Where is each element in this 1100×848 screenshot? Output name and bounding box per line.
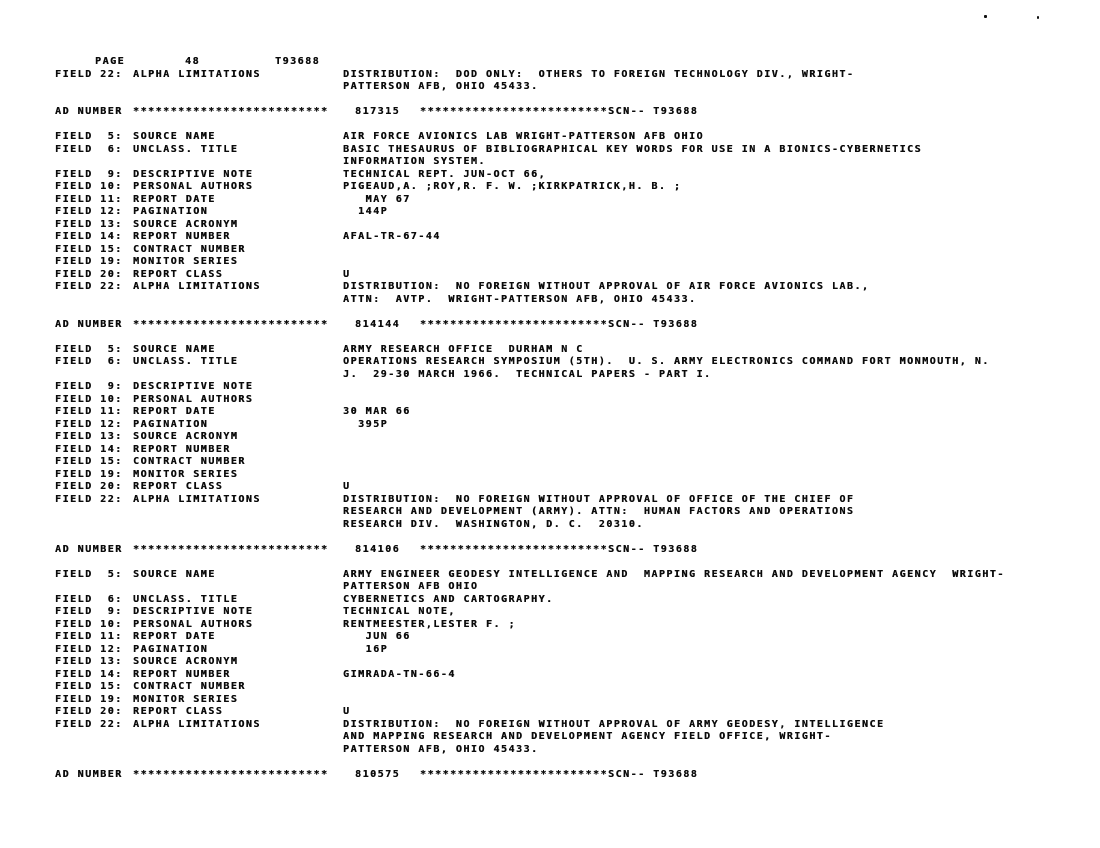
field-value: U	[343, 481, 351, 492]
field-name: REPORT DATE	[133, 631, 216, 642]
field-value: 395P	[343, 418, 389, 430]
field-row	[55, 356, 1094, 369]
field-label: FIELD 14:	[55, 231, 123, 242]
field-label: FIELD 12:	[55, 206, 123, 217]
blank-line	[55, 531, 1094, 544]
ad-number-row	[55, 769, 1094, 782]
field-value: TECHNICAL REPT. JUN-OCT 66,	[343, 168, 547, 180]
field-label: FIELD 12:	[55, 643, 123, 655]
field-row	[55, 656, 1094, 669]
doc-id: T93688	[275, 56, 321, 67]
blank-line	[55, 119, 1094, 132]
field-label: FIELD 19:	[55, 693, 123, 705]
field-row	[55, 431, 1094, 444]
field-name: UNCLASS. TITLE	[133, 593, 239, 605]
field-row	[55, 194, 1094, 207]
field-value: ARMY RESEARCH OFFICE DURHAM N C	[343, 343, 584, 355]
field-value: U	[343, 268, 351, 280]
field-continuation-row	[55, 156, 1094, 169]
field-continuation-row	[55, 744, 1094, 757]
field-value: 30 MAR 66	[343, 406, 411, 417]
field-row	[55, 594, 1094, 607]
field-value: RENTMEESTER,LESTER F. ;	[343, 618, 516, 630]
field-value: INFORMATION SYSTEM.	[343, 156, 486, 167]
field-label: FIELD 10:	[55, 618, 123, 630]
field-continuation-row	[55, 506, 1094, 519]
field-row	[55, 394, 1094, 407]
field-name: REPORT CLASS	[133, 268, 224, 280]
field-label: FIELD 19:	[55, 468, 123, 480]
field-value: CYBERNETICS AND CARTOGRAPHY.	[343, 593, 554, 605]
field-label: FIELD 6:	[55, 356, 123, 367]
field-label: FIELD 5:	[55, 568, 123, 580]
field-label: FIELD 20:	[55, 481, 123, 492]
blank-line	[55, 94, 1094, 107]
field-value: 144P	[343, 206, 389, 217]
field-continuation-row	[55, 294, 1094, 307]
field-label: FIELD 22:	[55, 68, 123, 80]
field-name: SOURCE NAME	[133, 568, 216, 580]
field-label: FIELD 22:	[55, 281, 123, 292]
field-label: FIELD 10:	[55, 181, 123, 192]
field-value: JUN 66	[343, 631, 411, 642]
star-separator-scn: *************************SCN-- T93688	[420, 318, 699, 330]
ad-number-row	[55, 544, 1094, 557]
blank-line	[55, 306, 1094, 319]
ad-number-value: 810575	[355, 768, 401, 780]
field-row	[55, 219, 1094, 232]
ad-number-value: 817315	[355, 106, 401, 117]
star-separator: **************************	[133, 106, 329, 117]
field-name: ALPHA LIMITATIONS	[133, 68, 261, 80]
field-label: FIELD 9:	[55, 381, 123, 392]
field-label: FIELD 9:	[55, 168, 123, 180]
field-row	[55, 244, 1094, 257]
blank-line	[55, 556, 1094, 569]
field-label: FIELD 11:	[55, 406, 123, 417]
field-row	[55, 269, 1094, 282]
field-label: FIELD 9:	[55, 606, 123, 617]
field-label: FIELD 19:	[55, 256, 123, 267]
field-name: CONTRACT NUMBER	[133, 681, 246, 692]
ad-number-value: 814144	[355, 318, 401, 330]
blank-line	[55, 756, 1094, 769]
field-label: FIELD 14:	[55, 443, 123, 455]
field-name: PERSONAL AUTHORS	[133, 181, 254, 192]
page-header	[55, 56, 1094, 69]
field-label: FIELD 22:	[55, 718, 123, 730]
ad-number-label: AD NUMBER	[55, 768, 123, 780]
field-value: U	[343, 706, 351, 717]
field-row	[55, 281, 1094, 294]
star-separator: **************************	[133, 543, 329, 555]
field-label: FIELD 20:	[55, 706, 123, 717]
field-value: ARMY ENGINEER GEODESY INTELLIGENCE AND MAPPING RESEARCH AND DEVELOPMENT AGENCY WRIGHT-	[343, 568, 1005, 580]
report-text-block	[55, 56, 1094, 781]
field-label: FIELD 13:	[55, 431, 123, 442]
field-value: DISTRIBUTION: NO FOREIGN WITHOUT APPROVAL OF OFFICE OF THE CHIEF OF	[343, 493, 855, 505]
field-name: ALPHA LIMITATIONS	[133, 493, 261, 505]
blank-line	[55, 331, 1094, 344]
field-value: TECHNICAL NOTE,	[343, 606, 456, 617]
ad-number-value: 814106	[355, 543, 401, 555]
field-row	[55, 706, 1094, 719]
field-value: RESEARCH AND DEVELOPMENT (ARMY). ATTN: HUMAN FACTORS AND OPERATIONS	[343, 506, 855, 517]
field-value: PIGEAUD,A. ;ROY,R. F. W. ;KIRKPATRICK,H. B. ;	[343, 181, 682, 192]
scan-artifact-dot	[1037, 16, 1039, 19]
field-continuation-row	[55, 369, 1094, 382]
field-value: ATTN: AVTP. WRIGHT-PATTERSON AFB, OHIO 45433.	[343, 293, 697, 305]
field-label: FIELD 20:	[55, 268, 123, 280]
field-row	[55, 419, 1094, 432]
field-name: PAGINATION	[133, 643, 209, 655]
field-name: SOURCE ACRONYM	[133, 431, 239, 442]
field-continuation-row	[55, 581, 1094, 594]
field-row	[55, 344, 1094, 357]
field-continuation-row	[55, 731, 1094, 744]
field-name: ALPHA LIMITATIONS	[133, 718, 261, 730]
star-separator: **************************	[133, 768, 329, 780]
field-name: PAGINATION	[133, 418, 209, 430]
field-label: FIELD 13:	[55, 218, 123, 230]
field-name: UNCLASS. TITLE	[133, 356, 239, 367]
field-row	[55, 681, 1094, 694]
field-name: REPORT DATE	[133, 406, 216, 417]
field-value: DISTRIBUTION: NO FOREIGN WITHOUT APPROVAL OF AIR FORCE AVIONICS LAB.,	[343, 281, 870, 292]
field-row	[55, 469, 1094, 482]
field-row	[55, 569, 1094, 582]
field-label: FIELD 6:	[55, 593, 123, 605]
field-row	[55, 631, 1094, 644]
star-separator-scn: *************************SCN-- T93688	[420, 106, 699, 117]
field-name: CONTRACT NUMBER	[133, 243, 246, 255]
field-continuation-row	[55, 519, 1094, 532]
field-name: SOURCE NAME	[133, 343, 216, 355]
field-value: PATTERSON AFB, OHIO 45433.	[343, 743, 539, 755]
ad-number-label: AD NUMBER	[55, 106, 123, 117]
field-name: PERSONAL AUTHORS	[133, 618, 254, 630]
field-row	[55, 206, 1094, 219]
field-name: REPORT CLASS	[133, 481, 224, 492]
field-name: MONITOR SERIES	[133, 256, 239, 267]
field-label: FIELD 11:	[55, 631, 123, 642]
ad-number-label: AD NUMBER	[55, 543, 123, 555]
field-name: REPORT NUMBER	[133, 668, 231, 680]
field-name: REPORT NUMBER	[133, 443, 231, 455]
field-value: J. 29-30 MARCH 1966. TECHNICAL PAPERS - PART I.	[343, 368, 712, 380]
field-name: CONTRACT NUMBER	[133, 456, 246, 467]
field-row	[55, 181, 1094, 194]
ad-number-label: AD NUMBER	[55, 318, 123, 330]
field-value: AIR FORCE AVIONICS LAB WRIGHT-PATTERSON AFB OHIO	[343, 131, 704, 142]
field-label: FIELD 22:	[55, 493, 123, 505]
field-row	[55, 694, 1094, 707]
field-row	[55, 456, 1094, 469]
field-name: MONITOR SERIES	[133, 468, 239, 480]
star-separator: **************************	[133, 318, 329, 330]
field-label: FIELD 15:	[55, 456, 123, 467]
star-separator-scn: *************************SCN-- T93688	[420, 543, 699, 555]
field-row	[55, 444, 1094, 457]
field-row	[55, 669, 1094, 682]
field-label: FIELD 5:	[55, 343, 123, 355]
field-label: FIELD 13:	[55, 656, 123, 667]
field-label: FIELD 12:	[55, 418, 123, 430]
field-row	[55, 406, 1094, 419]
field-value: DISTRIBUTION: DOD ONLY: OTHERS TO FOREIGN TECHNOLOGY DIV., WRIGHT-	[343, 68, 855, 80]
field-row	[55, 619, 1094, 632]
field-value: OPERATIONS RESEARCH SYMPOSIUM (5TH). U. S. ARMY ELECTRONICS COMMAND FORT MONMOUTH, N.	[343, 356, 990, 367]
field-name: SOURCE NAME	[133, 131, 216, 142]
field-value: PATTERSON AFB, OHIO 45433.	[343, 81, 539, 92]
field-row	[55, 481, 1094, 494]
ad-number-row	[55, 106, 1094, 119]
field-row	[55, 144, 1094, 157]
field-row	[55, 169, 1094, 182]
page-label: PAGE	[95, 56, 126, 67]
field-label: FIELD 6:	[55, 143, 123, 155]
field-name: DESCRIPTIVE NOTE	[133, 606, 254, 617]
field-row	[55, 131, 1094, 144]
field-name: SOURCE ACRONYM	[133, 656, 239, 667]
field-value: RESEARCH DIV. WASHINGTON, D. C. 20310.	[343, 518, 644, 530]
field-value: DISTRIBUTION: NO FOREIGN WITHOUT APPROVAL OF ARMY GEODESY, INTELLIGENCE	[343, 718, 885, 730]
scan-artifact-dot	[984, 15, 987, 18]
field-name: SOURCE ACRONYM	[133, 218, 239, 230]
field-row	[55, 381, 1094, 394]
field-label: FIELD 5:	[55, 131, 123, 142]
field-row	[55, 231, 1094, 244]
field-name: ALPHA LIMITATIONS	[133, 281, 261, 292]
field-value: AFAL-TR-67-44	[343, 231, 441, 242]
field-name: REPORT DATE	[133, 193, 216, 205]
field-value: MAY 67	[343, 193, 411, 205]
field-name: UNCLASS. TITLE	[133, 143, 239, 155]
field-value: GIMRADA-TN-66-4	[343, 668, 456, 680]
field-name: DESCRIPTIVE NOTE	[133, 381, 254, 392]
field-name: REPORT CLASS	[133, 706, 224, 717]
field-row	[55, 606, 1094, 619]
page-number: 48	[185, 56, 201, 67]
ad-number-row	[55, 319, 1094, 332]
report-body	[55, 69, 1094, 782]
field-name: PAGINATION	[133, 206, 209, 217]
field-value: BASIC THESAURUS OF BIBLIOGRAPHICAL KEY WORDS FOR USE IN A BIONICS-CYBERNETICS	[343, 143, 923, 155]
field-label: FIELD 15:	[55, 681, 123, 692]
field-value: PATTERSON AFB OHIO	[343, 581, 479, 592]
field-label: FIELD 14:	[55, 668, 123, 680]
field-label: FIELD 10:	[55, 393, 123, 405]
field-row	[55, 494, 1094, 507]
field-name: MONITOR SERIES	[133, 693, 239, 705]
field-value: AND MAPPING RESEARCH AND DEVELOPMENT AGENCY FIELD OFFICE, WRIGHT-	[343, 731, 832, 742]
field-name: PERSONAL AUTHORS	[133, 393, 254, 405]
field-row	[55, 256, 1094, 269]
field-label: FIELD 15:	[55, 243, 123, 255]
field-name: REPORT NUMBER	[133, 231, 231, 242]
star-separator-scn: *************************SCN-- T93688	[420, 768, 699, 780]
field-row	[55, 69, 1094, 82]
field-row	[55, 644, 1094, 657]
field-label: FIELD 11:	[55, 193, 123, 205]
field-name: DESCRIPTIVE NOTE	[133, 168, 254, 180]
field-row	[55, 719, 1094, 732]
field-value: 16P	[343, 643, 389, 655]
field-continuation-row	[55, 81, 1094, 94]
